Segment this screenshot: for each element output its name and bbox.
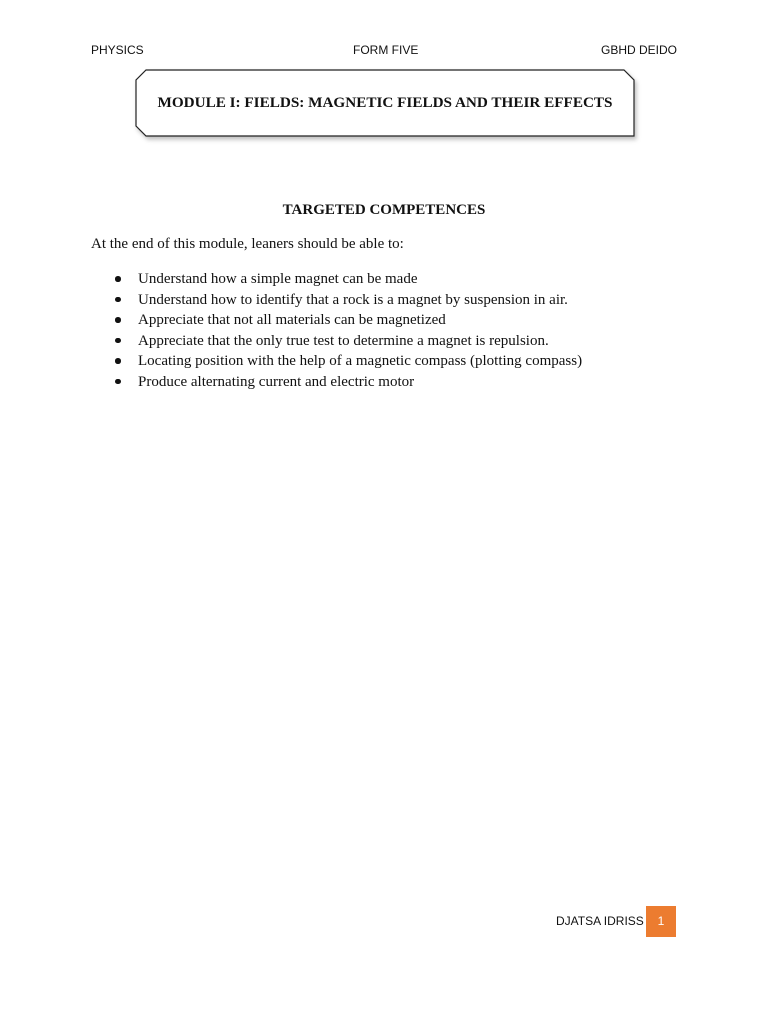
list-item-text: Locating position with the help of a magnetic compass (plotting compass) [138,353,583,369]
bullet-icon [115,276,121,282]
list-item-text: Produce alternating current and electric motor [138,373,415,390]
list-item [91,292,582,313]
list-item-text: Appreciate that not all materials can be magnetized [138,312,446,328]
list-item-text: Understand how a simple magnet can be made [138,271,418,287]
section-heading: TARGETED COMPETENCES [282,202,486,218]
bullet-icon [115,338,121,344]
header-form: FORM FIVE [353,43,419,57]
bullet-icon [115,358,121,364]
header-school: GBHD DEIDO [600,43,677,57]
bullet-icon [115,297,121,303]
list-item-text: Appreciate that the only true test to determine a magnet is repulsion. [138,332,549,349]
list-item [91,312,582,333]
list-item [91,333,582,354]
module-title: MODULE I: FIELDS: MAGNETIC FIELDS AND THEIR EFFECTS [157,94,613,111]
list-item [91,271,582,292]
page-number-badge: 1 [646,906,676,937]
competence-list [91,271,582,394]
intro-text: At the end of this module, leaners should be able to: [91,236,404,252]
footer-author: DJATSA IDRISS [556,914,644,928]
list-item-text: Understand how to identify that a rock is a magnet by suspension in air. [138,291,568,308]
module-title-box [136,70,634,136]
page-header [91,43,677,61]
bullet-icon [115,317,121,323]
header-subject: PHYSICS [91,43,144,57]
bullet-icon [115,379,121,385]
list-item [91,374,582,395]
list-item [91,353,582,374]
